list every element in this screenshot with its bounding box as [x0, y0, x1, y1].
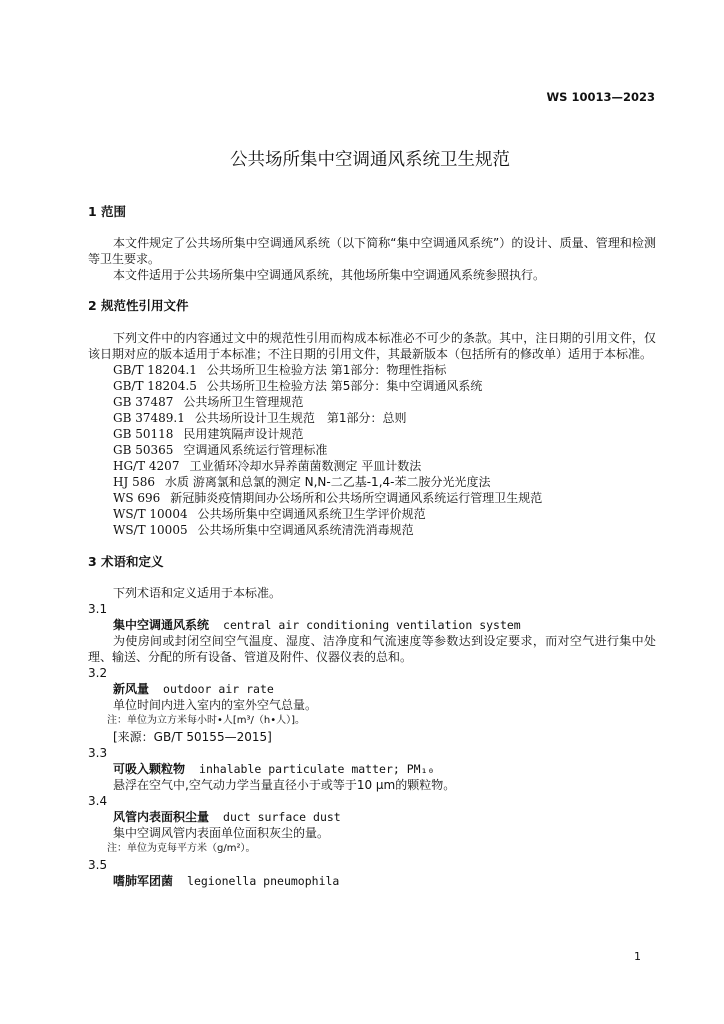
reference-title: 公共场所卫生检验方法 第1部分：物理性指标 — [206, 363, 447, 377]
reference-code: GB 37489.1 — [113, 411, 185, 425]
term-number: 3.4 — [88, 794, 108, 808]
term-heading — [88, 617, 656, 633]
term-number: 3.1 — [88, 602, 108, 616]
reference-item — [88, 378, 656, 394]
paragraph: 本文件规定了公共场所集中空调通风系统（以下简称“集中空调通风系统”）的设计、质量、管理和检测等卫生要求。 — [88, 236, 656, 266]
reference-item — [88, 474, 656, 490]
reference-title: 公共场所卫生检验方法 第5部分：集中空调通风系统 — [206, 379, 483, 393]
reference-item — [88, 426, 656, 442]
reference-code: GB 37487 — [113, 395, 174, 409]
term-definition: 为使房间或封闭空间空气温度、湿度、洁净度和气流速度等参数达到设定要求，而对空气进行集中处理、输送、分配的所有设备、管道及附件、仪器仪表的总和。 — [88, 634, 656, 664]
section-3-heading: 3 术语和定义 — [88, 554, 164, 569]
term-en: legionella pneumophila — [187, 874, 340, 888]
reference-title: 新冠肺炎疫情期间办公场所和公共场所空调通风系统运行管理卫生规范 — [170, 491, 543, 505]
reference-list — [88, 362, 656, 538]
term-definition: 集中空调风管内表面单位面积灰尘的量。 — [113, 826, 330, 840]
term-zh: 集中空调通风系统 — [113, 618, 210, 632]
reference-code: GB 50365 — [113, 443, 174, 457]
term-number: 3.2 — [88, 666, 108, 680]
document-code: WS 10013—2023 — [546, 90, 655, 104]
term-en: duct surface dust — [223, 810, 341, 824]
reference-title: 民用建筑隔声设计规范 — [183, 427, 304, 441]
term-number: 3.5 — [88, 858, 108, 872]
term-heading — [88, 761, 656, 777]
reference-item — [88, 522, 656, 538]
section-1-heading: 1 范围 — [88, 204, 127, 219]
term-heading — [88, 681, 656, 697]
term-source: [来源：GB/T 50155—2015] — [113, 730, 272, 744]
reference-title: 公共场所集中空调通风系统卫生学评价规范 — [197, 507, 426, 521]
reference-code: GB/T 18204.1 — [113, 363, 197, 377]
reference-item — [88, 490, 656, 506]
term-note: 注：单位为克每平方米（g/m²）。 — [107, 843, 256, 854]
term-zh: 风管内表面积尘量 — [113, 810, 210, 824]
paragraph: 本文件适用于公共场所集中空调通风系统，其他场所集中空调通风系统参照执行。 — [113, 268, 546, 282]
reference-title: 公共场所设计卫生规范 第1部分：总则 — [194, 411, 407, 425]
reference-code: GB/T 18204.5 — [113, 379, 197, 393]
reference-item — [88, 458, 656, 474]
term-en: inhalable particulate matter; PM₁₀ — [199, 762, 435, 776]
reference-code: WS 696 — [113, 491, 161, 505]
term-en: outdoor air rate — [163, 682, 274, 696]
page-title: 公共场所集中空调通风系统卫生规范 — [230, 150, 510, 170]
reference-code: HG/T 4207 — [113, 459, 180, 473]
term-heading — [88, 873, 656, 889]
page-number: 1 — [634, 950, 641, 963]
term-definition: 单位时间内进入室内的室外空气总量。 — [113, 698, 318, 712]
reference-item — [88, 410, 656, 426]
reference-title: 水质 游离氯和总氯的测定 N,N-二乙基-1,4-苯二胺分光光度法 — [165, 475, 491, 489]
reference-code: HJ 586 — [113, 475, 155, 489]
paragraph: 下列术语和定义适用于本标准。 — [113, 586, 282, 600]
reference-item — [88, 442, 656, 458]
section-2-heading: 2 规范性引用文件 — [88, 298, 189, 313]
term-definition: 悬浮在空气中,空气动力学当量直径小于或等于10 μm的颗粒物。 — [113, 778, 456, 792]
term-en: central air conditioning ventilation system — [223, 618, 521, 632]
reference-title: 工业循环冷却水异养菌菌数测定 平皿计数法 — [189, 459, 422, 473]
term-heading — [88, 809, 656, 825]
reference-title: 空调通风系统运行管理标准 — [183, 443, 328, 457]
reference-title: 公共场所卫生管理规范 — [183, 395, 304, 409]
reference-code: WS/T 10005 — [113, 523, 188, 537]
term-zh: 嗜肺军团菌 — [113, 874, 174, 888]
reference-code: GB 50118 — [113, 427, 174, 441]
paragraph: 下列文件中的内容通过文中的规范性引用而构成本标准必不可少的条款。其中，注日期的引用文件，仅该日期对应的版本适用于本标准；不注日期的引用文件，其最新版本（包括所有的修改单）适用于本标准。 — [88, 331, 656, 361]
term-zh: 可吸入颗粒物 — [113, 762, 186, 776]
reference-title: 公共场所集中空调通风系统清洗消毒规范 — [197, 523, 414, 537]
reference-item — [88, 362, 656, 378]
term-number: 3.3 — [88, 746, 108, 760]
reference-item — [88, 506, 656, 522]
document-body — [88, 204, 656, 889]
term-note: 注：单位为立方米每小时•人[m³/（h•人）]。 — [107, 715, 306, 726]
term-zh: 新风量 — [113, 682, 150, 696]
reference-code: WS/T 10004 — [113, 507, 188, 521]
reference-item — [88, 394, 656, 410]
